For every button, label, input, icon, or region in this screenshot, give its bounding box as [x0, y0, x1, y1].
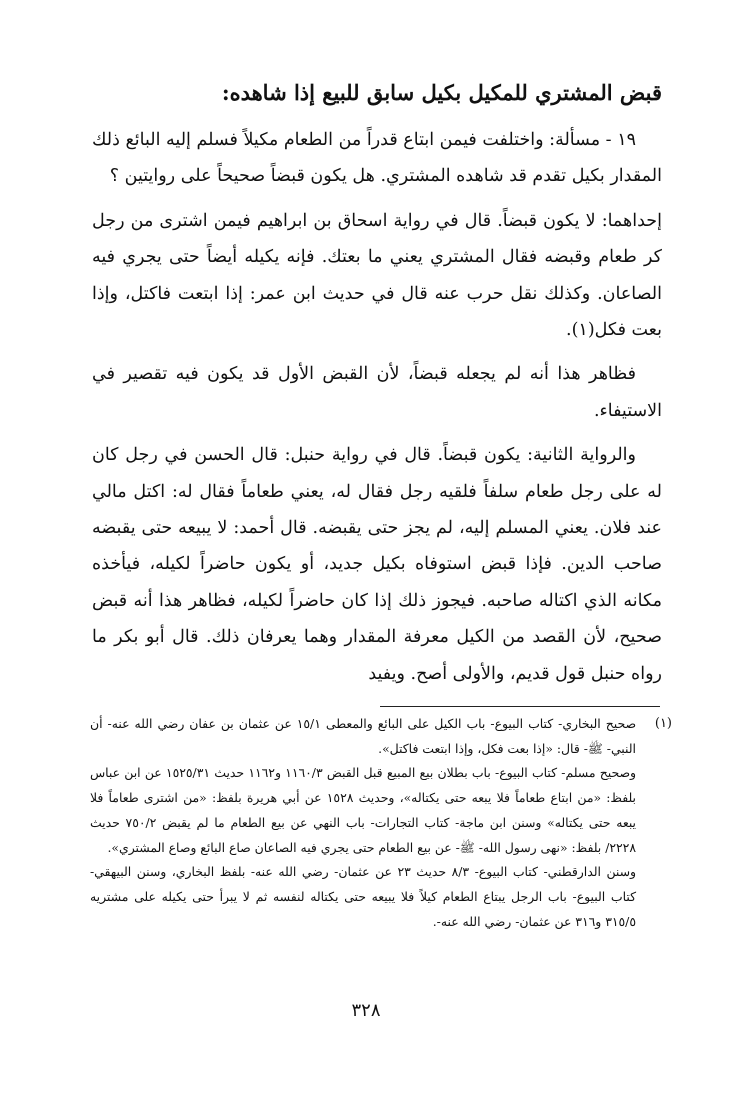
- section-heading: قبض المشتري للمكيل بكيل سابق للبيع إذا شاهده:: [221, 80, 662, 105]
- first-explanation-paragraph: فظاهر هذا أنه لم يجعله قبضاً، لأن القبض الأول قد يكون فيه تقصير في الاستيفاء.: [92, 364, 662, 421]
- issue-paragraph: ١٩ - مسألة: واختلفت فيمن ابتاع قدراً من الطعام مكيلاً فسلم إليه البائع ذلك المقدار بكيل تقدم قد شاهده المشتري. هل يكون قبضاً صحيحاً على روايتين ؟: [92, 130, 662, 187]
- page-number: ٣٢٨: [351, 1000, 381, 1021]
- footnote-line: وسنن الدارقطني- كتاب البيوع- ٨/٣ حديث ٢٣ عن عثمان- رضي الله عنه- بلفظ البخاري، وسنن البيهقي- كتاب البيوع- باب الرجل يبتاع الطعام كيلاً فلا يبيعه حتى يكتاله لنفسه ثم لا يبرأ حتى يكيله على مشتريه ٣١٥/٥ و٣١٦ عن عثمان- رضي الله عنه-.: [90, 864, 636, 929]
- footnote-line: وصحيح مسلم- كتاب البيوع- باب بطلان بيع المبيع قبل القبض ١١٦٠/٣ و١١٦٢ حديث ١٥٢٥/٣١ عن ابن عباس بلفظ: «من ابتاع طعاماً فلا يبعه حتى يكتاله»، وحديث ١٥٢٨ عن أبي هريرة بلفظ: «من اشترى طعاماً فلا يبعه حتى يكتاله» وسنن ابن ماجة- كتاب التجارات- باب النهي عن بيع الطعام ما لم يقبض ٧٥٠/٢ حديث ٢٢٢٨/ بلفظ: «نهى رسول الله- ﷺ- عن بيع الطعام حتى يجري فيه الصاعان صاع البائع وصاع المشتري».: [90, 765, 637, 855]
- main-text: [92, 122, 662, 700]
- footnote-body: [90, 712, 636, 934]
- footnote-separator: [380, 706, 660, 707]
- first-narration-paragraph: إحداهما: لا يكون قبضاً. قال في رواية اسحاق بن ابراهيم فيمن اشترى من رجل كر طعام وقبضه فقال المشتري يعني ما بعتك. فإنه يكيله أيضاً حتى يجري فيه الصاعان. وكذلك نقل حرب عنه قال في حديث ابن عمر: إذا ابتعت فاكتل، وإذا بعت فكل(١).: [92, 210, 662, 341]
- footnote-line: صحيح البخاري- كتاب البيوع- باب الكيل على البائع والمعطى ١٥/١ عن عثمان بن عفان رضي الله عنه- أن النبي- ﷺ- قال: «إذا بعت فكل، وإذا ابتعت فاكتل».: [90, 716, 636, 756]
- footnote-number: (١): [654, 716, 672, 731]
- second-narration-paragraph: والرواية الثانية: يكون قبضاً. قال في رواية حنبل: قال الحسن في رجل كان له على رجل طعام سلفاً فلقيه رجل فقال له، يعني طعاماً فقال له: اكتل مالي عند فلان. يعني المسلم إليه، لم يجز حتى يقبضه. قال أحمد: لا يبيعه حتى يقبضه صاحب الدين. فإذا قبض استوفاه بكيل جديد، أو يكون حاضراً لكيله، فيأخذه مكانه الذي اكتاله صاحبه. فيجوز ذلك إذا كان حاضراً لكيله، فظاهر هذا أنه قبض صحيح، لأن القصد من الكيل معرفة المقدار وهما يعرفان ذلك. قال أبو بكر ما رواه حنبل قول قديم، والأولى أصح. ويفيد: [92, 445, 662, 684]
